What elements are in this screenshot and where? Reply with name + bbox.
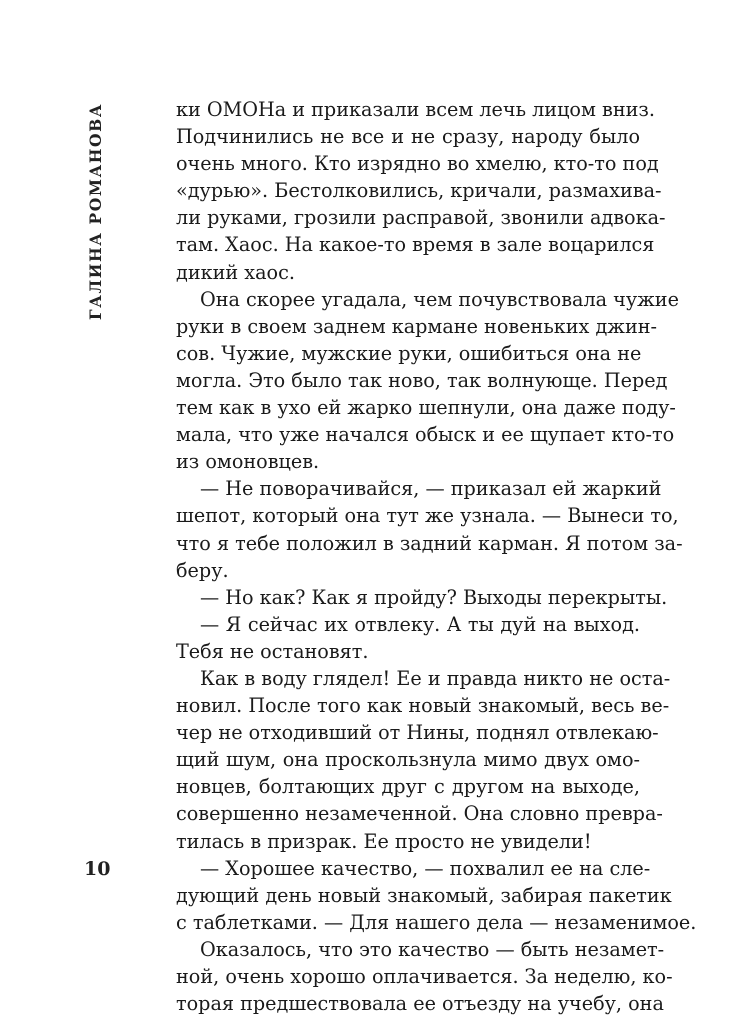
text-line: новцев, болтающих друг с другом на выходе, [176, 775, 640, 799]
text-line: Как в воду глядел! Ее и правда никто не оста- [200, 666, 671, 690]
text-line: дикий хаос. [176, 260, 295, 284]
text-line: «дурью». Бестолковились, кричали, размахива- [176, 179, 662, 203]
running-head-text: ГАЛИНА РОМАНОВА [86, 102, 106, 320]
text-line: щий шум, она проскользнула мимо двух омо- [176, 748, 640, 772]
text-line: мала, что уже начался обыск и ее щупает кто-то [176, 423, 675, 447]
text-line: руки в своем заднем кармане новеньких джин- [176, 314, 657, 338]
body-text [176, 96, 697, 1017]
page-number: 10 [84, 858, 111, 880]
text-line: сов. Чужие, мужские руки, ошибиться она не [176, 341, 642, 365]
text-line: — Хорошее качество, — похвалил ее на сле- [200, 856, 651, 880]
text-line: — Не поворачивайся, — приказал ей жаркий [200, 477, 662, 501]
text-line: там. Хаос. На какое-то время в зале воцарился [176, 233, 655, 257]
text-line: Подчинились не все и не сразу, народу было [176, 125, 640, 149]
text-line: дующий день новый знакомый, забирая пакетик [176, 883, 672, 907]
text-line: из омоновцев. [176, 450, 320, 474]
text-line: шепот, который она тут же узнала. — Вынеси то, [176, 504, 679, 528]
text-line: беру. [176, 558, 229, 582]
text-line: ли руками, грозили расправой, звонили адвока- [176, 206, 666, 230]
text-line: очень много. Кто изрядно во хмелю, кто-то под [176, 152, 659, 176]
text-line: могла. Это было так ново, так волнующе. Перед [176, 368, 668, 392]
running-head [81, 99, 111, 323]
text-line: с таблетками. — Для нашего дела — незаменимое. [176, 910, 697, 934]
text-line: — Но как? Как я пройду? Выходы перекрыты. [200, 585, 668, 609]
text-line: что я тебе положил в задний карман. Я потом за- [176, 531, 683, 555]
text-line: тилась в призрак. Ее просто не увидели! [176, 829, 592, 853]
text-line: ки ОМОНа и приказали всем лечь лицом вниз. [176, 98, 655, 121]
text-line: ной, очень хорошо оплачивается. За неделю, ко- [176, 965, 673, 988]
text-line: тем как в ухо ей жарко шепнули, она даже поду- [176, 396, 676, 420]
text-line: Оказалось, что это качество — быть незамет- [200, 937, 665, 961]
text-line: торая предшествовала ее отъезду на учебу, она [176, 992, 664, 1016]
text-line: Тебя не остановят. [176, 639, 369, 663]
text-line: новил. После того как новый знакомый, весь ве- [176, 694, 670, 718]
text-line: чер не отходивший от Нины, поднял отвлекаю- [176, 721, 659, 745]
text-line: совершенно незамеченной. Она словно превра- [176, 802, 663, 826]
text-line: — Я сейчас их отвлеку. А ты дуй на выход. [200, 612, 640, 636]
text-line: Она скорее угадала, чем почувствовала чужие [200, 287, 679, 311]
